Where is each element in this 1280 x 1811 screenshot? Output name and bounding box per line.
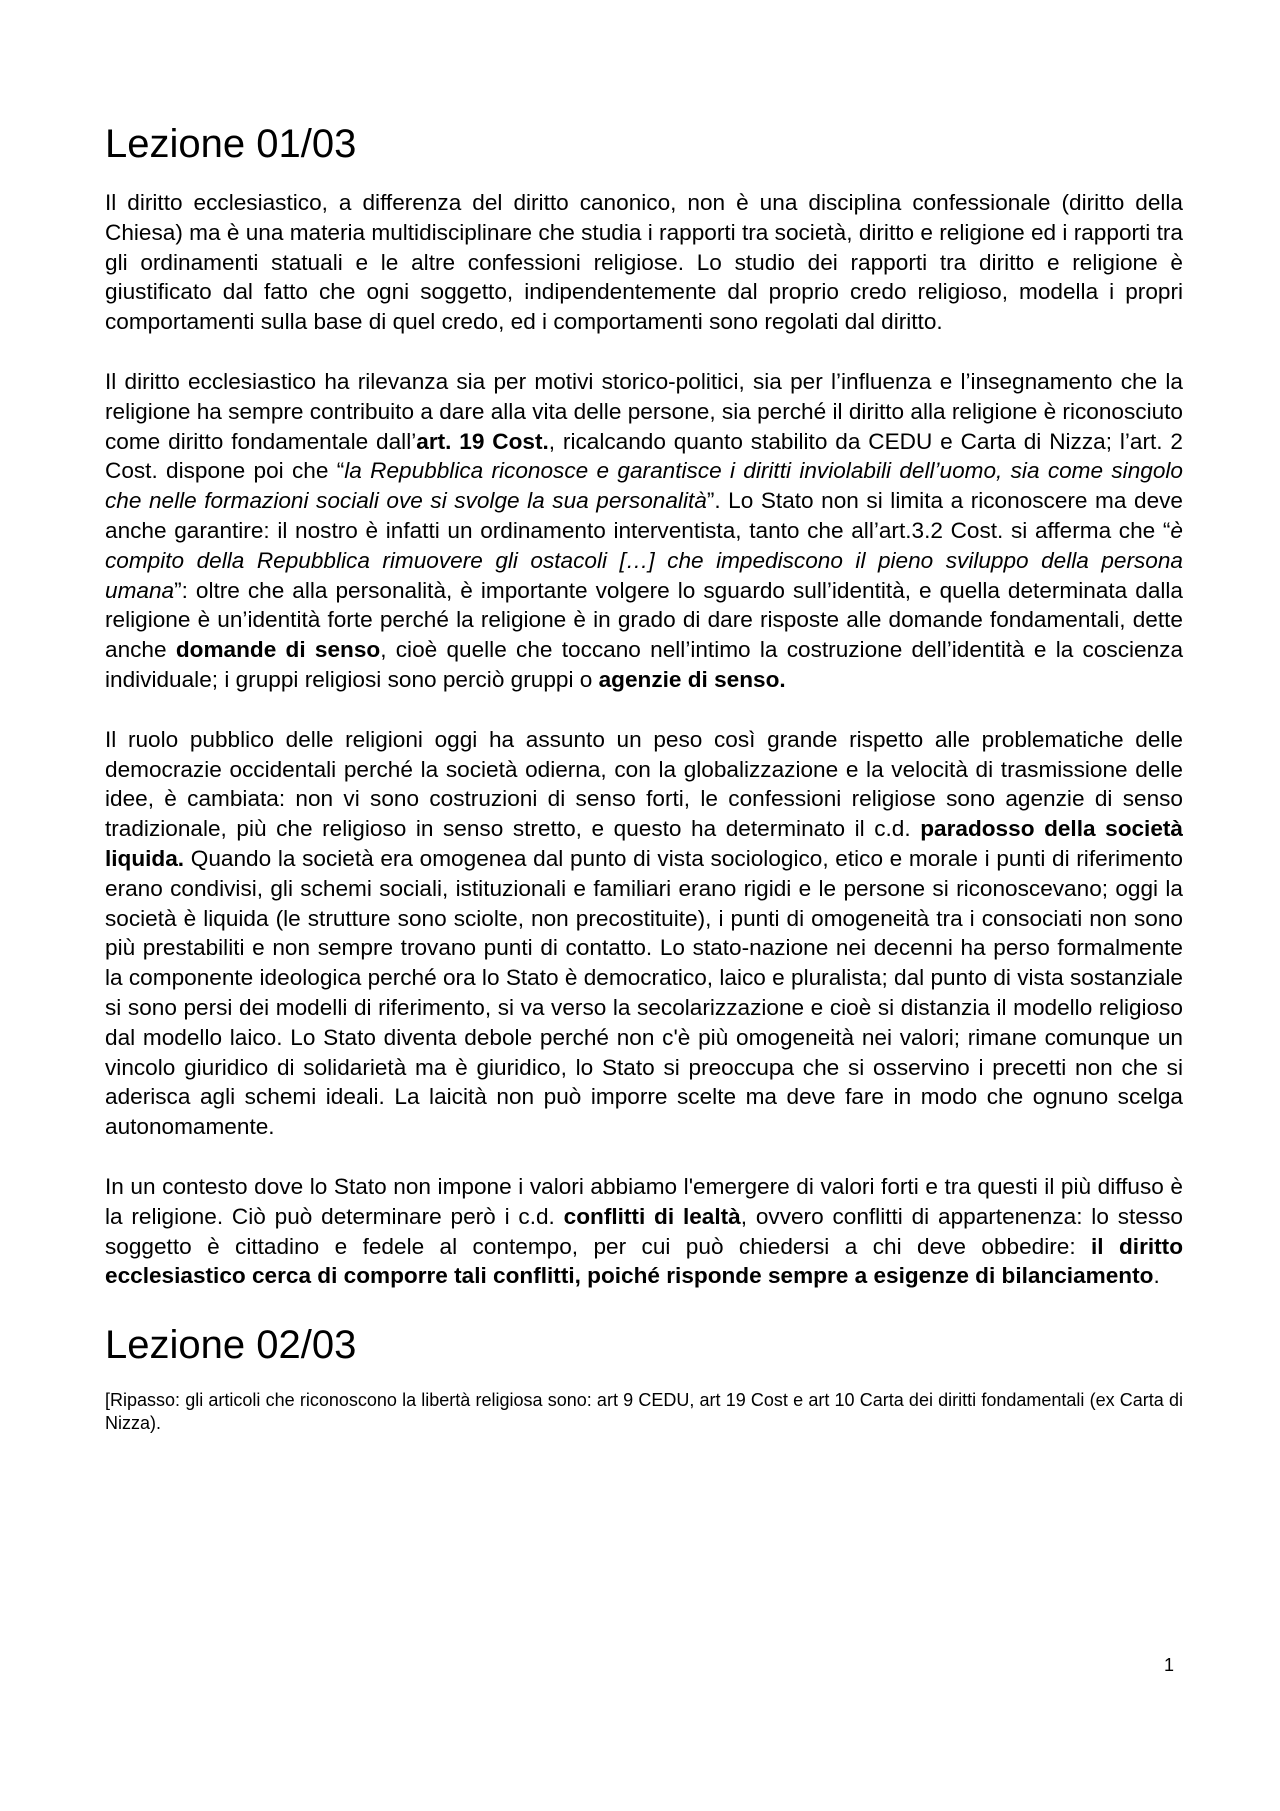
text-span: In un contesto dove lo Stato non impone i valori abbiamo l'emergere di valori forti e tra questi il più diffuso è la religione. Ciò può determinare però i c.d.: [105, 1173, 1183, 1229]
page-number: 1: [1164, 1655, 1175, 1675]
bold-conclusion: il diritto ecclesiastico cerca di comporre tali conflitti, poiché risponde sempre a esigenze di bilanciamento: [105, 1233, 1183, 1289]
text-span: Il diritto ecclesiastico ha rilevanza sia per motivi storico-politici, sia per l’influenza e l’insegnamento che la religione ha sempre contribuito a dare alla vita delle persone, sia perché il diritto alla religione è riconosciuto come diritto fondamentale dall’: [105, 368, 1183, 454]
bold-conflitti-di-lealta: conflitti di lealtà: [563, 1203, 741, 1229]
text-span: ”: oltre che alla personalità, è importante volgere lo sguardo sull’identità, e quella determinata dalla religione è un’identità forte perché la religione è in grado di dare risposte alle domande fondamentali, dette anche: [105, 577, 1183, 663]
heading-lezione-02-03: Lezione 02/03: [105, 1323, 357, 1368]
heading-lezione-01-03: Lezione 01/03: [105, 122, 357, 166]
bold-domande-di-senso: domande di senso: [175, 637, 381, 663]
text-span: Quando la società era omogenea dal punto di vista sociologico, etico e morale i punti di riferimento erano condivisi, gli schemi sociali, istituzionali e familiari erano rigidi e le persone si riconoscevano; oggi la società è liquida (le strutture sono sciolte, non precostituite), i punti di omogeneità tra i consociati non sono più prestabiliti e non sempre trovano punti di contatto. Lo stato-nazione nei decenni ha perso formalmente la componente ideologica perché ora lo Stato è democratico, laico e pluralista; dal punto di vista sostanziale si sono persi dei modelli di riferimento, si va verso la secolarizzazione e cioè si distanzia il modello religioso dal modello laico. Lo Stato diventa debole perché non c'è più omogeneità nei valori; rimane comunque un vincolo giuridico di solidarietà ma è giuridico, lo Stato si preoccupa che si osservino i precetti non che si aderisca agli schemi ideali. La laicità non può imporre scelte ma deve fare in modo che ognuno scelga autonomamente.: [105, 845, 1183, 1140]
bold-agenzie-di-senso: agenzie di senso.: [598, 666, 786, 692]
text-span: , cioè quelle che toccano nell’intimo la costruzione dell’identità e la coscienza individuale; i gruppi religiosi sono perciò gruppi o: [105, 637, 1184, 692]
text-span: , ovvero conflitti di appartenenza: lo stesso soggetto è cittadino e fedele al contempo, per cui può chiedersi a chi deve obbedire:: [105, 1203, 1184, 1259]
text-span: .: [1153, 1263, 1160, 1289]
paragraph-3: [105, 725, 1183, 1142]
paragraph-1: Il diritto ecclesiastico, a differenza del diritto canonico, non è una disciplina confessionale (diritto della Chiesa) ma è una materia multidisciplinare che studia i rapporti tra società, diritto e religione ed i rapporti tra gli ordinamenti statuali e le altre confessioni religiose. Lo studio dei rapporti tra diritto e religione è giustificato dal fatto che ogni soggetto, indipendentemente dal proprio credo religioso, modella i propri comportamenti sulla base di quel credo, ed i comportamenti sono regolati dal diritto.: [105, 190, 1183, 335]
bold-art-19: art. 19 Cost.: [416, 428, 549, 454]
text-span: Il ruolo pubblico delle religioni oggi ha assunto un peso così grande rispetto alle problematiche delle democrazie occidentali perché la società odierna, con la globalizzazione e la velocità di trasmissione delle idee, è cambiata: non vi sono costruzioni di senso forti, le confessioni religiose sono agenzie di senso tradizionale, più che religioso in senso stretto, e questo ha determinato il c.d.: [105, 726, 1183, 842]
document-body: [105, 120, 1183, 1465]
italic-quote-art-2: la Repubblica riconosce e garantisce i diritti inviolabili dell’uomo, sia come singolo che nelle formazioni sociali ove si svolge la sua personalità: [105, 458, 1183, 514]
text-span: ”. Lo Stato non si limita a riconoscere ma deve anche garantire: il nostro è infatti un ordinamento interventista, tanto che all’art.3.2 Cost. si afferma che “: [105, 488, 1184, 543]
paragraph-2: [105, 367, 1183, 695]
paragraph-ripasso: [Ripasso: gli articoli che riconoscono la libertà religiosa sono: art 9 CEDU, art 19 Cost e art 10 Carta dei diritti fondamentali (ex Carta di Nizza).: [105, 1390, 1183, 1434]
paragraph-4: [105, 1172, 1183, 1291]
italic-quote-art-3: è compito della Repubblica rimuovere gli ostacoli […] che impediscono il pieno sviluppo della persona umana: [105, 517, 1183, 603]
text-span: , ricalcando quanto stabilito da CEDU e Carta di Nizza; l’art. 2 Cost. dispone poi che “: [105, 428, 1183, 484]
bold-paradosso: paradosso della società liquida.: [105, 816, 1183, 871]
